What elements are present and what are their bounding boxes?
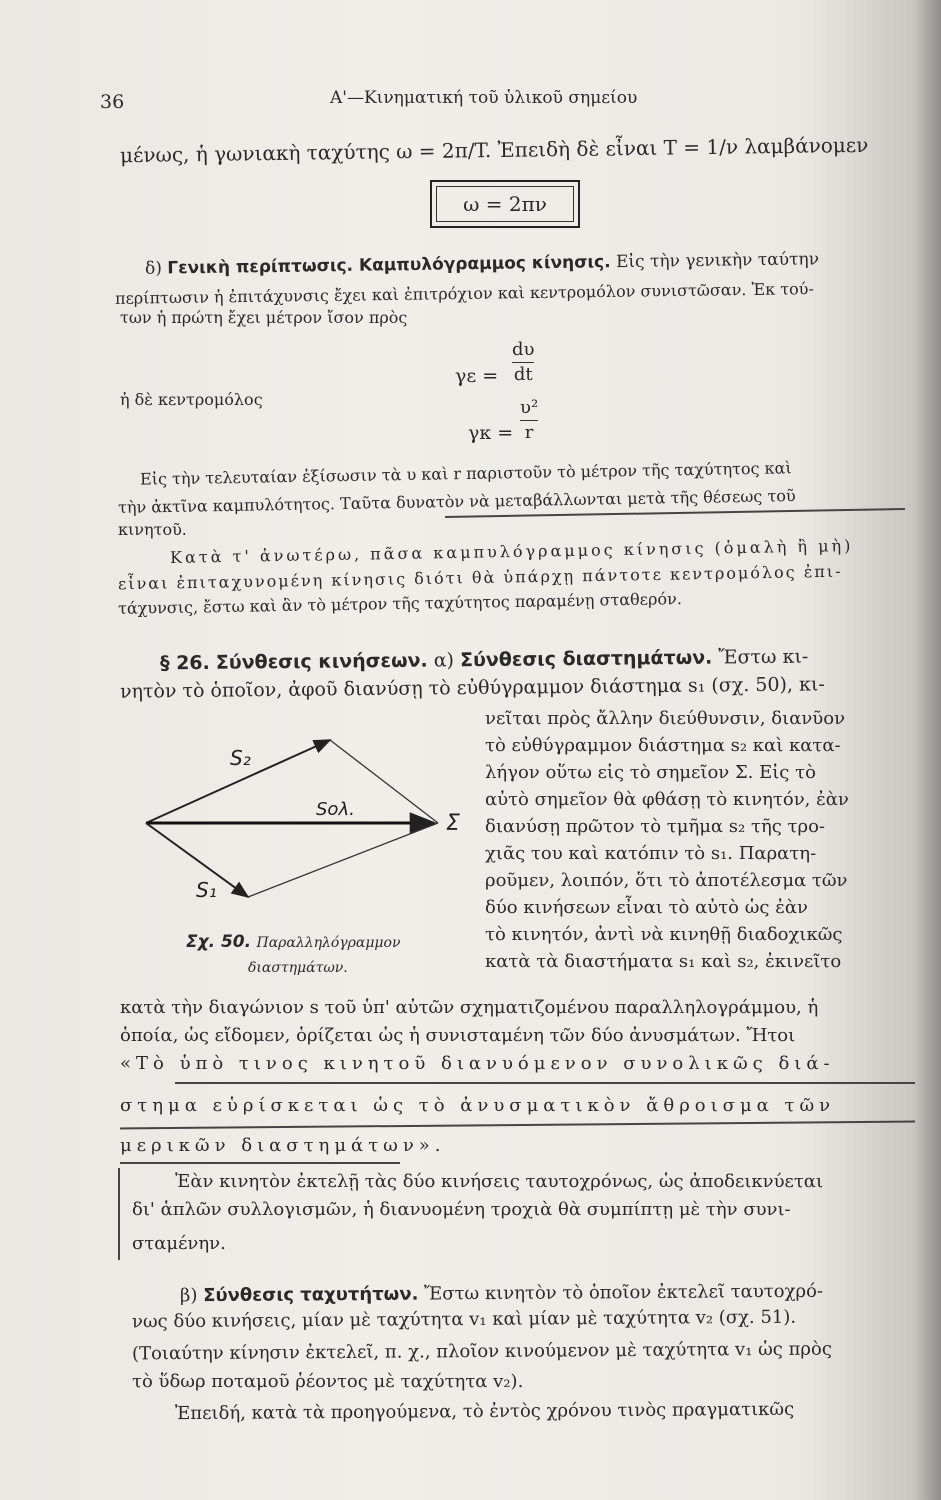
text-line-30: νως δύο κινήσεις, μίαν μὲ ταχύτητα v₁ καὶ μίαν μὲ ταχύτητα v₂ (σχ. 51). bbox=[131, 1306, 797, 1333]
eq2-fraction-bar bbox=[520, 420, 538, 421]
eq1-numerator: dυ bbox=[512, 339, 535, 360]
eq1-denominator: dt bbox=[513, 364, 533, 385]
eq2-numerator: υ² bbox=[520, 397, 539, 418]
eq2-fraction bbox=[520, 398, 538, 443]
text-line-16: διανύσῃ πρῶτον τὸ τμῆμα s₂ τῆς τρο- bbox=[485, 816, 825, 837]
section-26-heading bbox=[160, 645, 809, 676]
text-line-13: τὸ εὐθύγραμμον διάστημα s₂ καὶ κατα- bbox=[485, 735, 841, 756]
text-line-8: Κατὰ τ' ἀνωτέρω, πᾶσα καμπυλόγραμμος κίνησις (ὁμαλὴ ἢ μὴ) bbox=[169, 536, 854, 567]
label-sigma: Σ bbox=[446, 811, 460, 836]
section-beta-label: β) bbox=[179, 1285, 198, 1307]
text-line-12: νεῖται πρὸς ἄλλην διεύθυνσιν, διανῦον bbox=[485, 708, 846, 729]
text-line-15: αὐτὸ σημεῖον θὰ φθάσῃ τὸ κινητόν, ἐὰν bbox=[485, 789, 849, 810]
pencil-underline-2 bbox=[175, 1082, 915, 1084]
text-line-23: ὁποία, ὡς εἴδομεν, ὁρίζεται ὡς ἡ συνισταμένη τῶν δύο ἀνυσμάτων. Ἤτοι bbox=[120, 1025, 796, 1046]
text-line-7: κινητοῦ. bbox=[118, 520, 187, 539]
text-line-17: χιᾶς του καὶ κατόπιν τὸ s₁. Παρατη- bbox=[485, 843, 817, 864]
text-line-3: των ἡ πρώτη ἔχει μέτρον ἴσον πρὸς bbox=[120, 308, 408, 327]
text-line-33: Ἐπειδή, κατὰ τὰ προηγούμενα, τὸ ἐντὸς χρόνου τινὸς πραγματικῶς bbox=[174, 1398, 795, 1425]
text-line-24: «Τὸ ὑπὸ τινος κινητοῦ διανυόμενον συνολικῶς διά- bbox=[120, 1053, 835, 1074]
section-delta-title: Γενικὴ περίπτωσις. Καμπυλόγραμμος κίνησις. bbox=[167, 252, 611, 279]
figure-caption-number: Σχ. 50. bbox=[186, 932, 252, 952]
section-26-title: Σύνθεσις κινήσεων. bbox=[215, 649, 428, 674]
label-s-resultant: Sολ. bbox=[316, 799, 355, 820]
text-line-31: (Τοιαύτην κίνησιν ἐκτελεῖ, π. χ., πλοῖον κινούμενον μὲ ταχύτητα v₁ ὡς πρὸς bbox=[131, 1338, 832, 1365]
text-line-26: μερικῶν διαστημάτων». bbox=[120, 1135, 446, 1156]
section-beta-heading bbox=[180, 1280, 823, 1308]
text-line-28: δι' ἁπλῶν συλλογισμῶν, ἡ διανυομένη τροχιὰ θὰ συμπίπτῃ μὲ τὴν συνι- bbox=[132, 1199, 791, 1220]
section-26-rest: Ἔστω κι- bbox=[718, 645, 809, 669]
figure-caption-text-2: διαστημάτων. bbox=[248, 960, 348, 976]
label-s1: S₁ bbox=[196, 878, 217, 902]
text-line-9: εἶναι ἐπιταχυνομένη κίνησις διότι θὰ ὑπάρχῃ πάντοτε κεντρομόλος ἐπι- bbox=[117, 561, 843, 594]
text-line-25: στημα εὑρίσκεται ὡς τὸ ἀνυσματικὸν ἄθροισμα τῶν bbox=[120, 1095, 836, 1116]
parallelogram-edge-bottom bbox=[248, 823, 438, 897]
text-line-27: Ἐὰν κινητὸν ἐκτελῇ τὰς δύο κινήσεις ταυτοχρόνως, ὡς ἀποδεικνύεται bbox=[175, 1171, 824, 1192]
section-delta-label: δ) bbox=[144, 258, 163, 279]
figure-caption-text-1: Παραλληλόγραμμον bbox=[256, 935, 401, 951]
figure-50-parallelogram bbox=[130, 725, 470, 945]
eq2-lhs: γκ = bbox=[468, 422, 514, 444]
figure-caption bbox=[186, 930, 400, 955]
text-line-29: σταμένην. bbox=[132, 1233, 226, 1254]
eq1-fraction-bar bbox=[512, 362, 534, 363]
text-line-4: ἡ δὲ κεντρομόλος bbox=[120, 390, 263, 409]
section-delta-rest: Εἰς τὴν γενικὴν ταύτην bbox=[615, 249, 820, 273]
section-26-label: § 26. bbox=[159, 651, 210, 675]
boxed-formula bbox=[430, 180, 580, 228]
section-26-sub: α) bbox=[433, 649, 455, 672]
text-line-14: λήγον οὕτω εἰς τὸ σημεῖον Σ. Εἰς τὸ bbox=[485, 762, 816, 783]
pencil-underline-3 bbox=[120, 1121, 915, 1130]
text-line-2: περίπτωσιν ἡ ἐπιτάχυνσις ἔχει καὶ ἐπιτρόχιον καὶ κεντρομόλον συνιστῶσαν. Ἐκ τού- bbox=[114, 279, 814, 308]
text-line-22: κατὰ τὴν διαγώνιον s τοῦ ὑπ' αὐτῶν σχηματιζομένου παραλληλογράμμου, ἡ bbox=[120, 997, 819, 1018]
text-line-20: τὸ κινητόν, ἀντὶ νὰ κινηθῇ διαδοχικῶς bbox=[485, 924, 843, 945]
pencil-margin-line bbox=[118, 1168, 120, 1260]
section-26-subtitle: Σύνθεσις διαστημάτων. bbox=[459, 646, 713, 672]
pencil-underline-4 bbox=[120, 1162, 400, 1164]
section-delta-heading bbox=[145, 249, 819, 278]
eq2-denominator: r bbox=[524, 422, 534, 443]
text-line-21: κατὰ τὰ διαστήματα s₁ καὶ s₂, ἐκινεῖτο bbox=[485, 951, 842, 972]
section-beta-title: Σύνθεσις ταχυτήτων. bbox=[203, 1283, 419, 1307]
text-line-1: μένως, ἡ γωνιακὴ ταχύτης ω = 2π/T. Ἐπειδὴ δὲ εἶναι T = 1/ν λαμβάνομεν bbox=[119, 132, 869, 168]
boxed-formula-text: ω = 2πν bbox=[436, 186, 574, 222]
text-line-5: Εἰς τὴν τελευταίαν ἐξίσωσιν τὰ υ καὶ r παριστοῦν τὸ μέτρον τῆς ταχύτητος καὶ bbox=[139, 458, 792, 489]
label-s2: S₂ bbox=[230, 746, 251, 770]
text-line-10: τάχυνσις, ἔστω καὶ ἂν τὸ μέτρον τῆς ταχύτητος παραμένῃ σταθερόν. bbox=[117, 589, 682, 618]
text-line-32: τὸ ὕδωρ ποταμοῦ ῥέοντος μὲ ταχύτητα v₂). bbox=[132, 1371, 524, 1392]
text-line-19: δύο κινήσεων εἶναι τὸ αὐτὸ ὡς ἐὰν bbox=[485, 897, 808, 918]
text-line-11: νητὸν τὸ ὁποῖον, ἀφοῦ διανύσῃ τὸ εὐθύγραμμον διάστημα s₁ (σχ. 50), κι- bbox=[119, 673, 825, 703]
section-beta-rest: Ἔστω κινητὸν τὸ ὁποῖον ἐκτελεῖ ταυτοχρό- bbox=[424, 1280, 824, 1305]
eq1-lhs: γε = bbox=[455, 365, 499, 387]
text-line-18: ροῦμεν, λοιπόν, ὅτι τὸ ἀποτέλεσμα τῶν bbox=[485, 870, 848, 891]
text-line-6: τὴν ἀκτῖνα καμπυλότητος. Ταῦτα δυνατὸν νὰ μεταβάλλωνται μετὰ τῆς θέσεως τοῦ bbox=[117, 486, 796, 517]
running-title: A'—Κινηματική τοῦ ὑλικοῦ σημείου bbox=[330, 88, 638, 108]
eq1-fraction bbox=[512, 340, 534, 385]
page-number: 36 bbox=[100, 91, 125, 113]
